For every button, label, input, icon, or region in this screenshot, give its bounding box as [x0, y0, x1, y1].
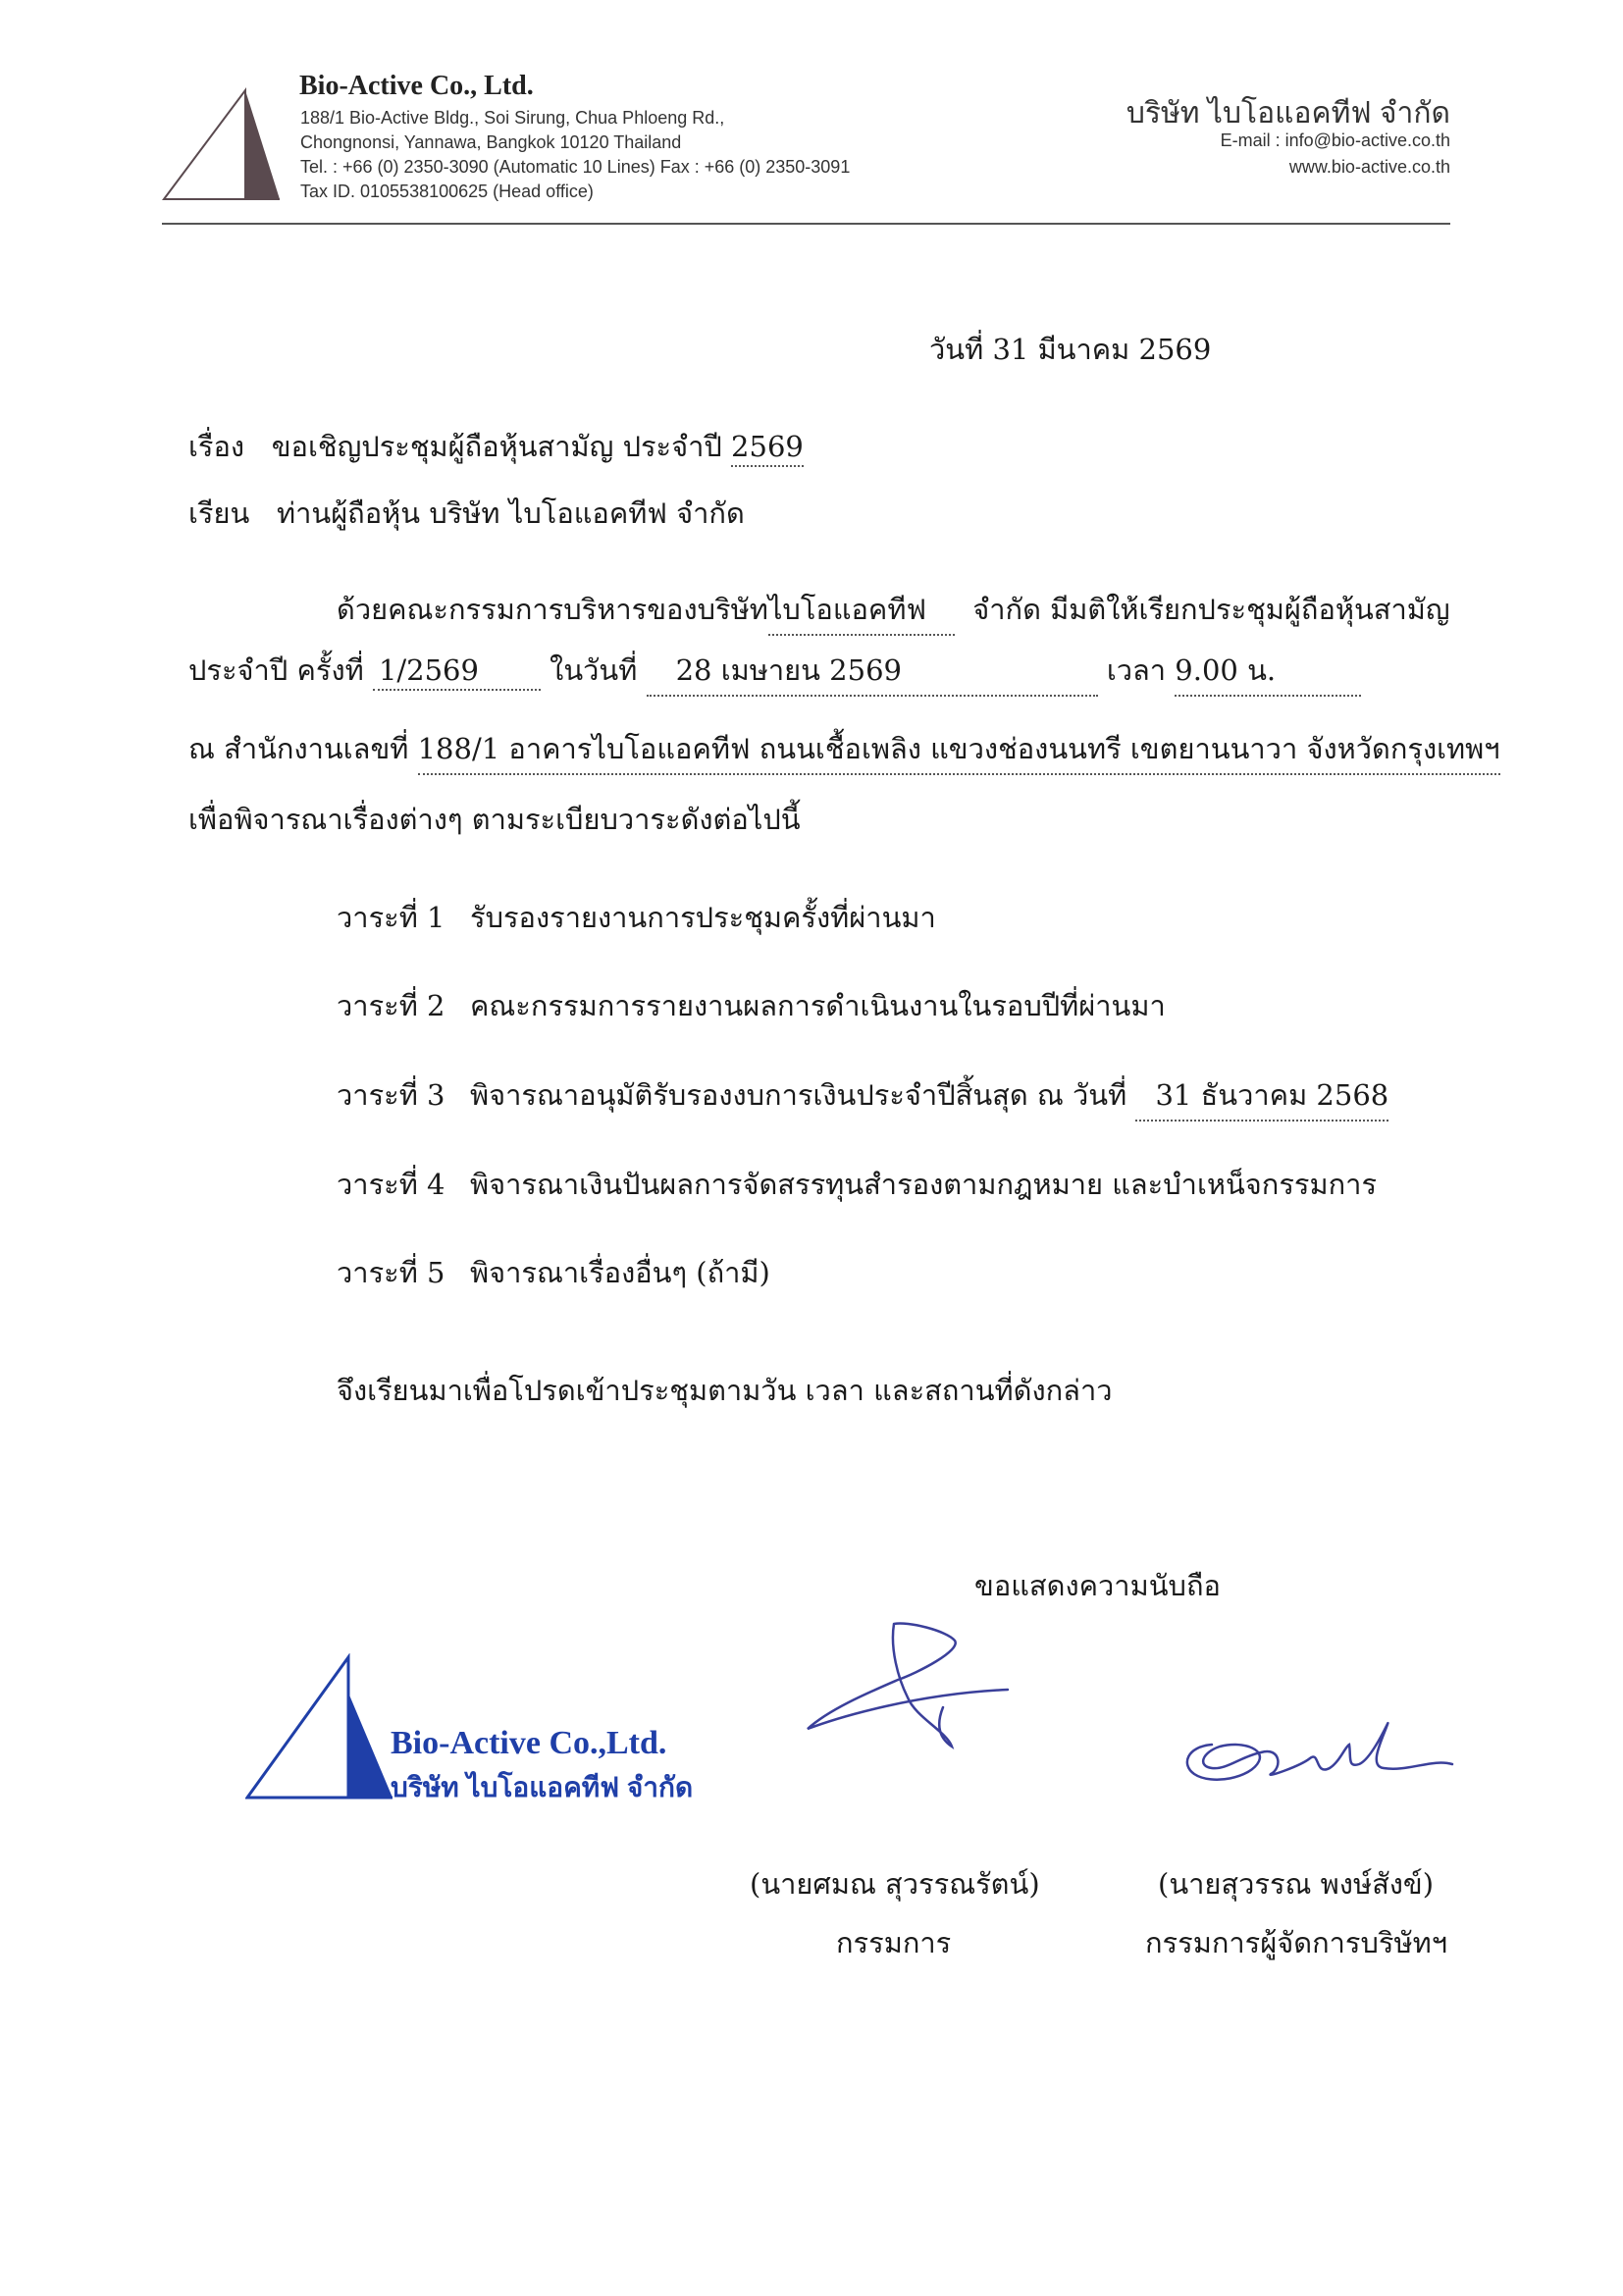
subject-text: ขอเชิญประชุมผู้ถือหุ้นสามัญ ประจำปี: [271, 430, 722, 463]
agenda-number: วาระที่ 5: [337, 1256, 445, 1289]
letter-date: วันที่ 31 มีนาคม 2569: [929, 333, 1212, 366]
signatory-1-name: (นายศมณ สุวรรณรัตน์): [750, 1867, 1040, 1901]
agenda-number: วาระที่ 3: [337, 1078, 445, 1112]
meeting-place: 188/1 อาคารไบโอแอคทีฟ ถนนเชื้อเพลิง แขวงช่องนนทรี เขตยานนาวา จังหวัดกรุงเทพฯ: [418, 726, 1500, 775]
signatory-1-title: กรรมการ: [836, 1926, 952, 1959]
subject-label: เรื่อง: [188, 430, 245, 463]
agenda-text: พิจารณาเรื่องอื่นๆ (ถ้ามี): [470, 1256, 770, 1289]
meeting-date: 28 เมษายน 2569: [647, 648, 1098, 697]
meeting-number: 1/2569: [373, 653, 541, 691]
company-website: www.bio-active.co.th: [1288, 157, 1450, 177]
body-text: ประจำปี ครั้งที่: [188, 653, 364, 687]
agenda-text: พิจารณาอนุมัติรับรองงบการเงินประจำปีสิ้นสุด ณ วันที่: [470, 1078, 1127, 1112]
address-line: Tax ID. 0105538100625 (Head office): [300, 182, 594, 201]
address-line: Tel. : +66 (0) 2350-3090 (Automatic 10 Lines) Fax : +66 (0) 2350-3091: [300, 157, 851, 177]
recipient-line: [188, 491, 745, 536]
recipient-text: ท่านผู้ถือหุ้น บริษัท ไบโอแอคทีฟ จำกัด: [276, 496, 745, 530]
body-paragraph-line: [337, 587, 1450, 636]
company-fill: ไบโอแอคทีฟ: [768, 587, 955, 636]
agenda-item: [337, 1162, 1377, 1207]
agenda-number: วาระที่ 2: [337, 989, 445, 1022]
agenda-item: [337, 1072, 1388, 1122]
agenda-text: รับรองรายงานการประชุมครั้งที่ผ่านมา: [470, 901, 936, 934]
agenda-text: คณะกรรมการรายงานผลการดำเนินงานในรอบปีที่ผ่านมา: [470, 989, 1166, 1022]
signatory-2-title: กรรมการผู้จัดการบริษัทฯ: [1145, 1926, 1447, 1959]
signature-1: [800, 1619, 1016, 1751]
body-text: เวลา: [1106, 653, 1167, 687]
body-text: จำกัด มีมติให้เรียกประชุมผู้ถือหุ้นสามัญ: [972, 593, 1450, 626]
agenda-number: วาระที่ 4: [337, 1168, 445, 1201]
company-name-th: บริษัท ไบโอแอคทีฟ จำกัด: [1126, 97, 1450, 130]
agenda-date-fill: 31 ธันวาคม 2568: [1135, 1072, 1388, 1122]
address-line: 188/1 Bio-Active Bldg., Soi Sirung, Chua Phloeng Rd.,: [300, 108, 725, 128]
agenda-item: [337, 1250, 770, 1295]
agenda-number: วาระที่ 1: [337, 901, 445, 934]
address-line: Chongnonsi, Yannawa, Bangkok 10120 Thailand: [300, 132, 682, 152]
stamp-company-en: Bio-Active Co.,Ltd.: [391, 1725, 667, 1761]
company-email: E-mail : info@bio-active.co.th: [1220, 130, 1450, 150]
agenda-text: พิจารณาเงินปันผลการจัดสรรทุนสำรองตามกฎหมาย และบำเหน็จกรรมการ: [470, 1168, 1378, 1201]
body-paragraph-line: เพื่อพิจารณาเรื่องต่างๆ ตามระเบียบวาระดังต่อไปนี้: [188, 803, 801, 836]
agenda-item: [337, 983, 1166, 1028]
header-divider: [162, 223, 1450, 225]
company-name-en: Bio-Active Co., Ltd.: [299, 71, 534, 101]
company-address: [300, 106, 850, 204]
body-text: ณ สำนักงานเลขที่: [188, 732, 409, 765]
body-text: ในวันที่: [550, 653, 638, 687]
company-logo: [162, 86, 282, 202]
closing-paragraph: จึงเรียนมาเพื่อโปรดเข้าประชุมตามวัน เวลา และสถานที่ดังกล่าว: [337, 1374, 1113, 1407]
subject-year: 2569: [731, 430, 804, 467]
stamp-company-th: บริษัท ไบโอแอคทีฟ จำกัด: [391, 1772, 694, 1802]
body-paragraph-line: [188, 648, 1361, 697]
body-text: ด้วยคณะกรรมการบริหารของบริษัท: [337, 593, 768, 626]
signature-2: [1173, 1707, 1457, 1815]
subject-line: [188, 424, 804, 469]
body-paragraph-line: [188, 726, 1500, 775]
recipient-label: เรียน: [188, 496, 250, 530]
agenda-item: [337, 895, 936, 940]
sign-off: ขอแสดงความนับถือ: [974, 1569, 1221, 1602]
stamp-logo: [245, 1653, 397, 1800]
meeting-time: 9.00 น.: [1175, 648, 1361, 697]
signatory-2-name: (นายสุวรรณ พงษ์สังข์): [1158, 1867, 1435, 1901]
